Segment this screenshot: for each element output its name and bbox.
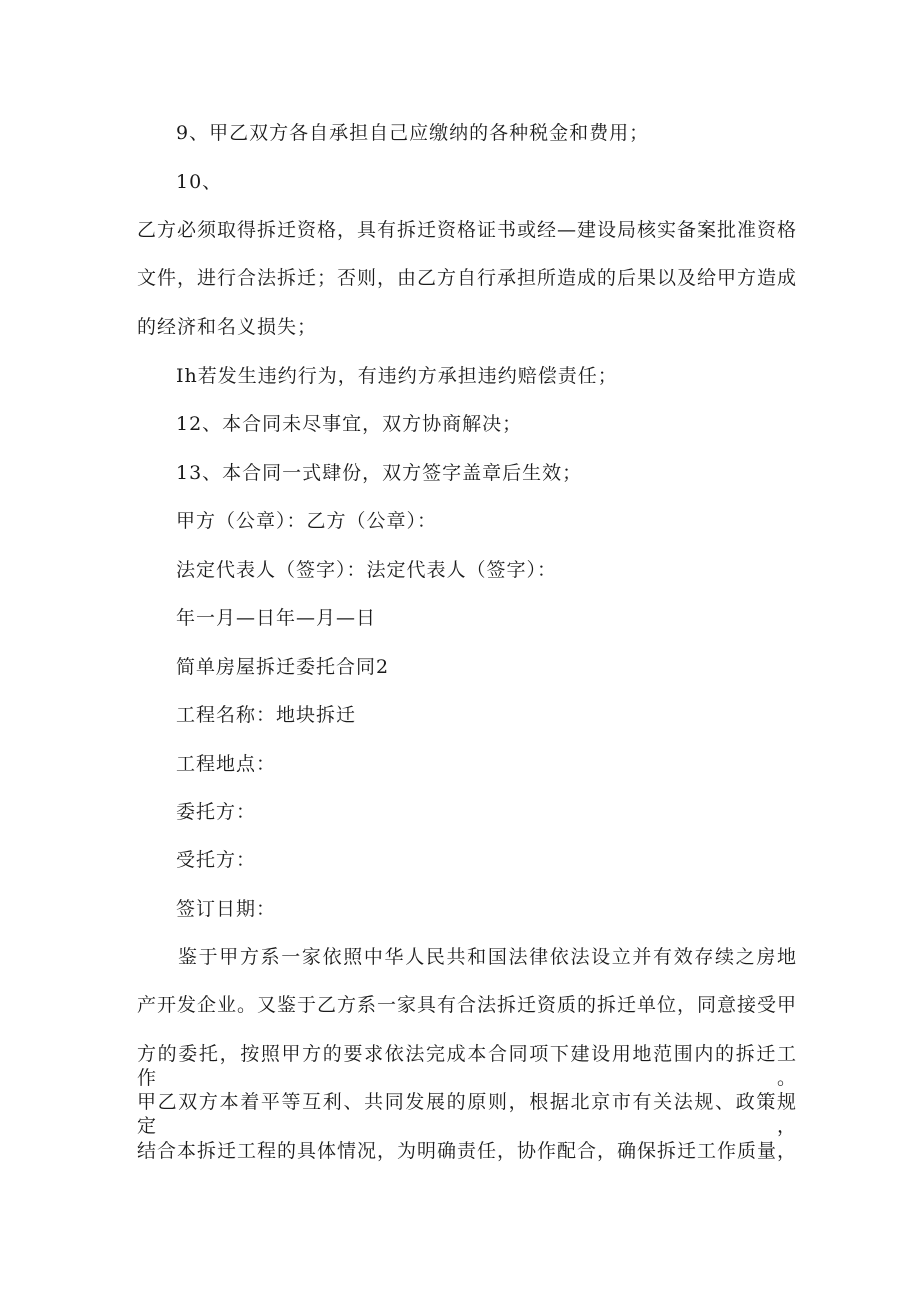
clause-11: Ih若发生违约行为，有违约方承担违约赔偿责任； <box>176 365 618 387</box>
project-location: 工程地点： <box>176 753 277 775</box>
representative-signature-line: 法定代表人（签字）：法定代表人（签字）： <box>176 559 558 581</box>
clause-10-line-1: 乙方必须取得拆迁资格，具有拆迁资格证书或经—建设局核实备案批准资格 <box>137 219 798 241</box>
preamble-line-4: 甲乙双方本着平等互利、共同发展的原则，根据北京市有关法规、政策规定， <box>137 1091 797 1137</box>
clause-12: 12、本合同未尽事宜，双方协商解决； <box>176 413 523 435</box>
principal-party: 委托方： <box>176 801 257 823</box>
preamble-line-3: 方的委托，按照甲方的要求依法完成本合同项下建设用地范围内的拆迁工作。 <box>137 1043 797 1089</box>
clause-10-line-2: 文件，进行合法拆迁；否则，由乙方自行承担所造成的后果以及给甲方造成 <box>137 267 798 289</box>
agent-party: 受托方： <box>176 849 257 871</box>
clause-10-number: 10、 <box>176 171 223 193</box>
project-name: 工程名称：地块拆迁 <box>176 704 357 726</box>
preamble-line-2: 产开发企业。又鉴于乙方系一家具有合法拆迁资质的拆迁单位，同意接受甲 <box>137 994 798 1016</box>
party-seal-line: 甲方（公章）：乙方（公章）： <box>176 510 438 532</box>
preamble-line-5: 结合本拆迁工程的具体情况，为明确责任，协作配合，确保拆迁工作质量， <box>137 1140 798 1162</box>
contract-title: 简单房屋拆迁委托合同2 <box>176 656 390 678</box>
clause-13: 13、本合同一式肆份，双方签字盖章后生效； <box>176 462 583 484</box>
preamble-line-1: 鉴于甲方系一家依照中华人民共和国法律依法设立并有效存续之房地 <box>178 946 797 968</box>
date-line: 年一月—日年—月—日 <box>176 607 377 629</box>
clause-9: 9、甲乙双方各自承担自己应缴纳的各种税金和费用； <box>176 122 650 144</box>
signing-date: 签订日期： <box>176 898 277 920</box>
clause-10-line-3: 的经济和名义损失； <box>137 316 318 338</box>
